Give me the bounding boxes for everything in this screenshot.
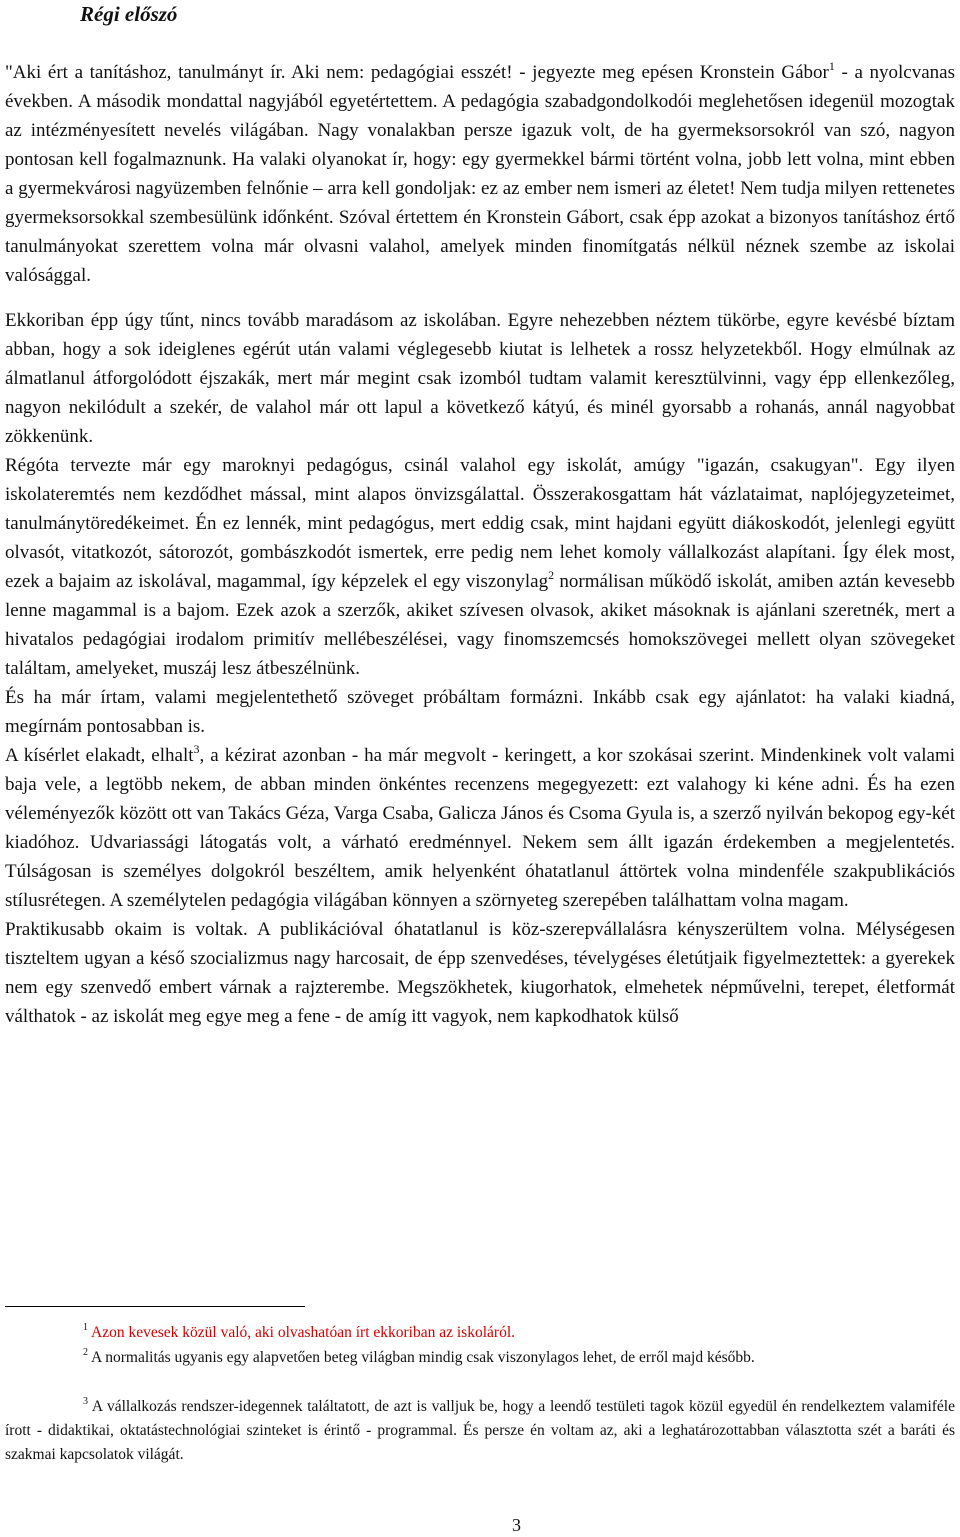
footnote-3 [5,1395,955,1467]
main-text [5,58,955,1031]
footnote-text-1: Azon kevesek közül való, aki olvashatóan írt ekkoriban az iskoláról. [91,1324,515,1341]
paragraph-6: Praktikusabb okaim is voltak. A publikációval óhatatlanul is köz-szerepvállalásra kényszerültem volna. Mélységesen tiszteltem ugyan a késő szocializmus nagy harcosait, de épp szenvedéses, tévelygéses életútjaik figyelmeztettek: a gyerekek nem egy szenvedő embert várnak a rajzterembe. Megszökhetek, kiugorhatok, elmehetek népművelni, terepet, életformát válthatok - az iskolát meg egye meg a fene - de amíg itt vagyok, nem kapkodhatok külső [5,919,955,1027]
footnote-ref-1[interactable]: 1 [828,59,835,73]
paragraph-1: "Aki ért a tanításhoz, tanulmányt ír. Aki nem: pedagógiai esszét! - jegyezte meg epésen Kronstein Gábor$^1$ - a nyolcvanas években. A második mondattal nagyjából egyetértettem. A pedagógia szabadgondolkodói meglehetősen idegenül mozogtak az intézményesített nevelés világában. Nagy vonalakban persze igazuk volt, de ha gyermeksorsokról van szó, nagyon pontosan kell fogalmaznunk. Ha valaki olyanokat ír, hogy: egy gyermekkel bármi történt volna, jobb lett volna, mint ebben a gyermekvárosi nagyüzemben felnőnie – arra kell gondoljak: ez az ember nem ismeri az életet! Nem tudja milyen rettenetes gyermeksorsokkal szembesülünk időnként. Szóval értettem én Kronstein Gábort, csak épp azokat a bizonyos tanításhoz értő tanulmányokat szerettem volna már olvasni valahol, amelyek minden finomítgatás nélkül néznek szembe az iskolai valósággal. [5,59,955,286]
footnote-ref-3[interactable]: 3 [193,742,200,756]
paragraph-5: A kísérlet elakadt, elhalt$^3$, a kézirat azonban - ha már megvolt - keringett, a kor szokásai szerint. Mindenkinek volt valami baja vele, a legtöbb nekem, de abban minden önkéntes recenzens megegyezett: ezt valahogy ki kéne adni. És ha ezen véleményezők között ott van Takács Géza, Varga Csaba, Galicza János és Csoma Gyula is, a szerző nyilván bekopog egy-két kiadóhoz. Udvariassági látogatás volt, a várható eredménnyel. Nekem sem állt igazán érdekemben a megjelentetés. Túlságosan is személyes dolgokról beszéltem, amik helyenként óhatatlanul áttörtek volna mindenféle szakpublikációs stílusrétegen. A személytelen pedagógia világában könnyen a szörnyeteg szerepében találhattam volna magam. [5,742,955,911]
footnote-mark-2: 2 [83,1347,88,1358]
paragraph-2: Ekkoriban épp úgy tűnt, nincs tovább maradásom az iskolában. Egyre nehezebben néztem tükörbe, egyre kevésbé bíztam abban, hogy a sok ideiglenes egérút után valami véglegesebb kiutat is lelhetek a rossz helyzetekből. Hogy elmúlnak az álmatlanul átforgolódott éjszakák, mert már megint csak izomból tudtam valamit keresztülvinni, vagy épp ellenkezőleg, nagyon nekilódult a szekér, de valahol már ott lapul a következő kátyú, és minél gyorsabb a rohanás, annál nagyobbat zökkenünk. [5,310,955,447]
page-number: 3 [512,1515,521,1535]
footnote-mark-1: 1 [83,1322,88,1333]
footnote-mark-3: 3 [83,1396,88,1407]
footnote-1 [5,1321,955,1345]
paragraph-3: Régóta tervezte már egy maroknyi pedagógus, csinál valahol egy iskolát, amúgy "igazán, csakugyan". Egy ilyen iskolateremtés nem kezdődhet mással, mint alapos önvizsgálattal. Összerakosgattam hát vázlataimat, naplójegyzeteimet, tanulmánytöredékeimet. Én ez lennék, mint pedagógus, mert eddig csak, mint hajdani együtt diákoskodót, jelenlegi együtt olvasót, vitatkozót, sátorozót, gombászkodót ismertek, erre pedig nem lehet komoly vállalkozást alapítani. Így élek most, ezek a bajaim az iskolával, magammal, így képzelek el egy viszonylag$^2$ normálisan működő iskolát, amiben aztán kevesebb lenne magammal is a bajom. Ezek azok a szerzők, akiket szívesen olvasok, akiket másoknak is ajánlani szeretnék, mert a hivatalos pedagógiai irodalom primitív mellébeszélései, vagy finomszemcsés homokszövegei mellett olyan szövegeket találtam, amelyeket, muszáj lesz átbeszélnünk. [5,455,955,679]
footnote-ref-2[interactable]: 2 [548,568,555,582]
footnote-2 [5,1346,955,1370]
page-title: Régi előszó [80,2,178,26]
footnote-text-3: A vállalkozás rendszer-idegennek találtatott, de azt is valljuk be, hogy a leendő testületi tagok közül egyedül én rendelkeztem valamiféle írott - didaktikai, oktatástechnológiai szinteket is érintő - programmal. És persze én voltam az, aki a leghatározottabban választotta szét a baráti és szakmai kapcsolatok világát. [5,1398,955,1463]
footnote-separator [5,1306,305,1307]
footnote-text-2: A normalitás ugyanis egy alapvetően beteg világban mindig csak viszonylagos lehet, de erről majd később. [91,1349,755,1366]
paragraph-4: És ha már írtam, valami megjelentethető szöveget próbáltam formázni. Inkább csak egy ajánlatot: ha valaki kiadná, megírnám pontosabban is. [5,687,955,737]
